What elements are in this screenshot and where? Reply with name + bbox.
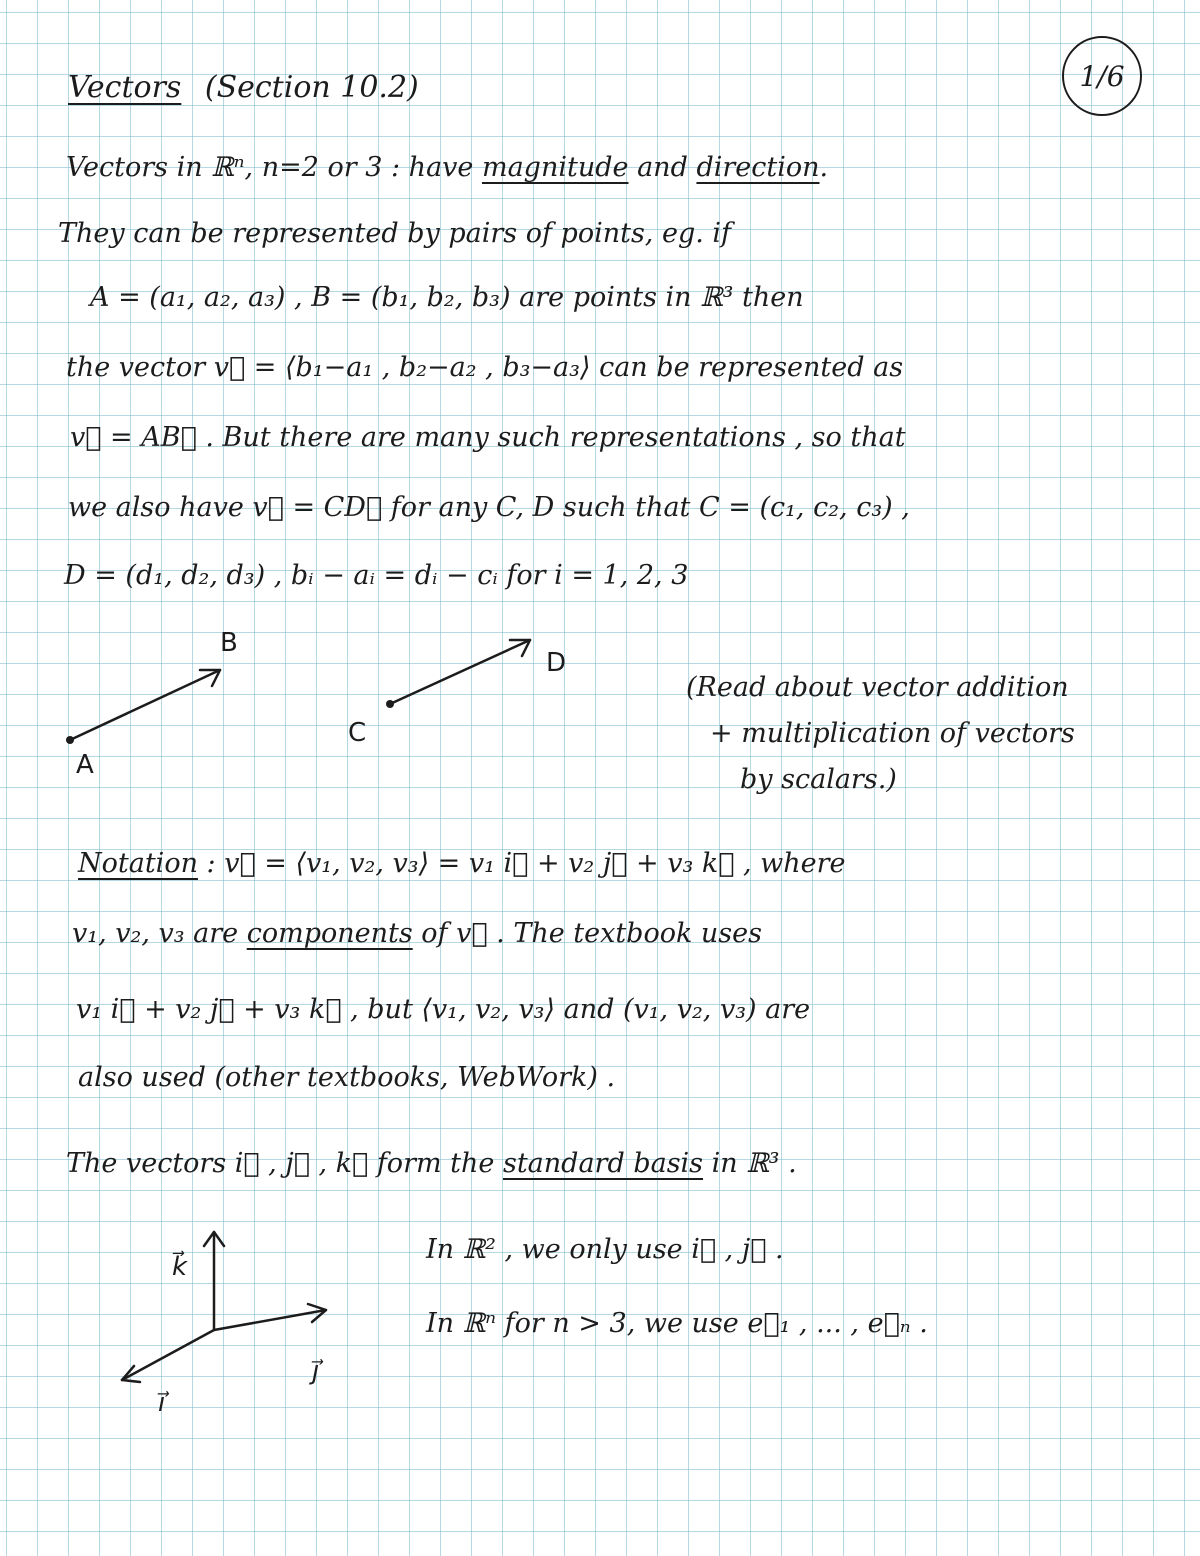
basis-line <box>66 1146 797 1182</box>
vector-ab-arrow <box>70 670 220 740</box>
point-b-label: B <box>220 628 238 658</box>
equivalent-vectors-diagram <box>40 620 640 790</box>
point-a-label: A <box>76 750 94 780</box>
page-title <box>68 70 419 106</box>
magnitude-term: magnitude <box>481 152 629 183</box>
k-axis-label: k⃗ <box>172 1252 188 1282</box>
direction-term: direction <box>696 152 820 183</box>
point-d-label: D <box>546 648 567 678</box>
j-axis-label: j⃗ <box>312 1356 320 1386</box>
notation-label: Notation <box>78 848 198 879</box>
components-term: components <box>246 918 413 949</box>
definition-text: Vectors in ℝⁿ, n=2 or 3 : have <box>66 152 482 183</box>
notation-line-3: v₁ i⃗ + v₂ j⃗ + v₃ k⃗ , but ⟨v₁, v₂, v₃⟩ and (v₁, v₂, v₃) are <box>76 994 811 1025</box>
side-note-line-2: + multiplication of vectors <box>710 718 1075 749</box>
rn-basis-line: In ℝⁿ for n > 3, we use e⃗₁ , ... , e⃗ₙ . <box>426 1308 928 1339</box>
basis-intro: The vectors i⃗ , j⃗ , k⃗ form the <box>66 1148 503 1179</box>
side-note-line-1: (Read about vector addition <box>686 672 1069 703</box>
notation-line-4: also used (other textbooks, WebWork) . <box>78 1062 616 1093</box>
definition-line-2: They can be represented by pairs of points, eg. if <box>58 218 732 249</box>
i-axis-line <box>122 1330 214 1380</box>
definition-line-1 <box>66 150 828 186</box>
basis-outro: in ℝ³ . <box>703 1148 797 1179</box>
components-outro: of v⃗ . The textbook uses <box>412 918 763 949</box>
section-label: (Section 10.2) <box>204 70 419 105</box>
j-axis-line <box>214 1310 326 1330</box>
standard-basis-term: standard basis <box>502 1148 704 1179</box>
definition-line-3: A = (a₁, a₂, a₃) , B = (b₁, b₂, b₃) are points in ℝ³ then <box>90 282 804 313</box>
period: . <box>819 152 829 183</box>
point-c-dot <box>386 700 394 708</box>
i-axis-label: i⃗ <box>158 1388 166 1418</box>
and-text: and <box>628 152 697 183</box>
side-note-line-3: by scalars.) <box>740 764 897 795</box>
coordinate-axes-diagram <box>100 1220 360 1420</box>
point-a-dot <box>66 736 74 744</box>
definition-line-7: D = (d₁, d₂, d₃) , bᵢ − aᵢ = dᵢ − cᵢ for i = 1, 2, 3 <box>64 560 689 591</box>
components-intro: v₁, v₂, v₃ are <box>72 918 247 949</box>
notation-line-1 <box>78 846 846 882</box>
page-number-badge: 1/6 <box>1062 36 1142 116</box>
notation-formula: : v⃗ = ⟨v₁, v₂, v₃⟩ = v₁ i⃗ + v₂ j⃗ + v₃ k⃗ , where <box>197 848 846 879</box>
r2-basis-line: In ℝ² , we only use i⃗ , j⃗ . <box>426 1234 784 1265</box>
point-c-label: C <box>348 718 367 748</box>
vector-cd-arrow <box>390 640 530 704</box>
definition-line-6: we also have v⃗ = CD⃗ for any C, D such that C = (c₁, c₂, c₃) , <box>68 492 910 523</box>
notation-line-2 <box>72 916 762 952</box>
title-text: Vectors <box>68 70 182 105</box>
definition-line-5: v⃗ = AB⃗ . But there are many such representations , so that <box>70 422 906 453</box>
definition-line-4: the vector v⃗ = ⟨b₁−a₁ , b₂−a₂ , b₃−a₃⟩ can be represented as <box>66 352 904 383</box>
